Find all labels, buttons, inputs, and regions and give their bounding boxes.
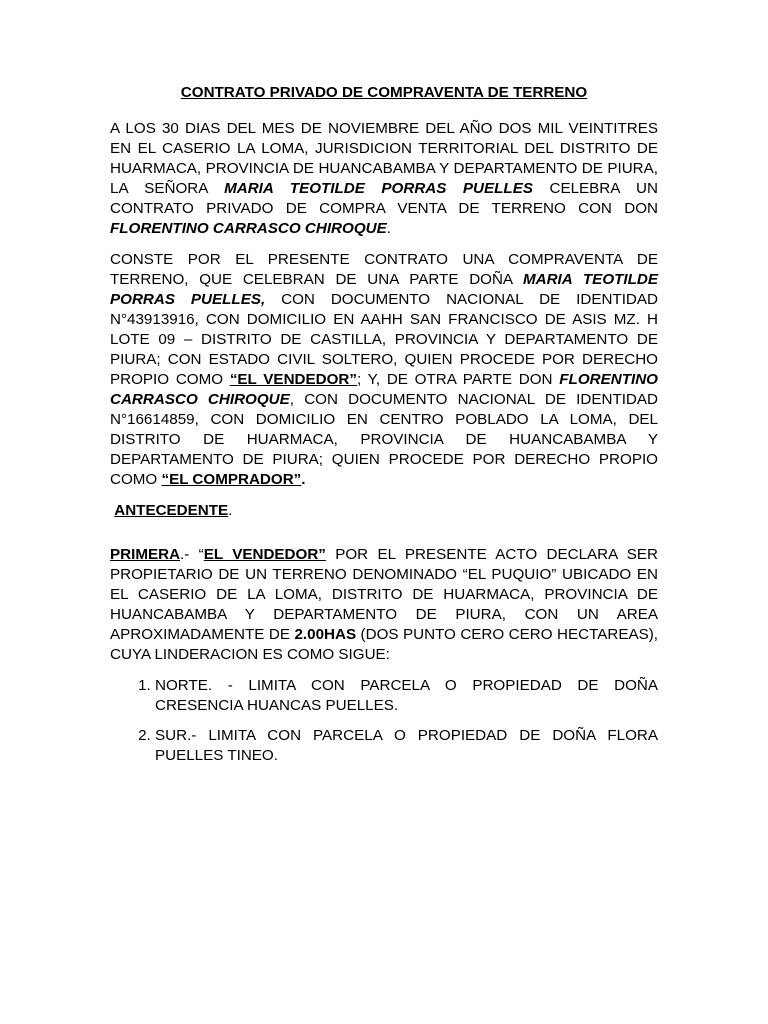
parties-text-5: .	[301, 471, 306, 488]
buyer-name: FLORENTINO CARRASCO CHIROQUE	[110, 220, 387, 237]
primera-text-2: POR EL PRESENTE ACTO DECLARA SER PROPIETARIO DE UN TERRENO DENOMINADO “EL PUQUIO” UBICADO EN EL CASERIO DE LA LOMA, DISTRITO DE HUARMACA, PROVINCIA DE HUANCABAMBA Y DEPARTAMENTO DE PIURA, CON UN AREA APROXIMADAMENTE DE	[110, 546, 658, 643]
buyer-name: FLORENTINO CARRASCO CHIROQUE	[110, 371, 658, 408]
opening-text-2: CELEBRA UN CONTRATO PRIVADO DE COMPRA VENTA DE TERRENO CON DON	[110, 180, 658, 217]
opening-text-1: A LOS 30 DIAS DEL MES DE NOVIEMBRE DEL AÑO DOS MIL VEINTITRES EN EL CASERIO LA LOMA, JURISDICION TERRITORIAL DEL DISTRITO DE HUARMACA, PROVINCIA DE HUANCABAMBA Y DEPARTAMENTO DE PIURA, LA SEÑORA	[110, 120, 658, 197]
primera-clause	[110, 545, 658, 665]
antecedente-suffix: .	[228, 502, 233, 519]
boundaries-list	[110, 676, 658, 766]
buyer-role: “EL COMPRADOR”	[161, 471, 302, 488]
seller-role: “EL VENDEDOR”	[229, 371, 357, 388]
opening-text-3: .	[386, 220, 391, 237]
seller-role: EL VENDEDOR”	[203, 546, 326, 563]
list-item: 1. NORTE. - LIMITA CON PARCELA O PROPIEDAD DE DOÑA CRESENCIA HUANCAS PUELLES.	[155, 676, 658, 716]
primera-text-3: (DOS PUNTO CERO CERO HECTAREAS), CUYA LINDERACION ES COMO SIGUE:	[110, 626, 658, 663]
seller-name: MARIA TEOTILDE PORRAS PUELLES	[224, 180, 533, 197]
primera-text-1: .- “	[180, 546, 204, 563]
parties-text-1: CONSTE POR EL PRESENTE CONTRATO UNA COMPRAVENTA DE TERRENO, QUE CELEBRAN DE UNA PARTE DOÑA	[110, 251, 658, 288]
parties-paragraph	[110, 250, 658, 490]
antecedente-label: ANTECEDENTE	[114, 502, 229, 519]
list-item: 2. SUR.- LIMITA CON PARCELA O PROPIEDAD DE DOÑA FLORA PUELLES TINEO.	[155, 726, 658, 766]
parties-text-4: , CON DOCUMENTO NACIONAL DE IDENTIDAD N°16614859, CON DOMICILIO EN CENTRO POBLADO LA LOMA, DEL DISTRITO DE HUARMACA, PROVINCIA DE HUANCABAMBA Y DEPARTAMENTO DE PIURA; QUIEN PROCEDE POR DERECHO PROPIO COMO	[110, 391, 659, 488]
parties-text-3: ; Y, DE OTRA PARTE DON	[356, 371, 560, 388]
opening-paragraph	[110, 119, 658, 239]
primera-label: PRIMERA	[110, 546, 181, 563]
document-title: CONTRATO PRIVADO DE COMPRAVENTA DE TERRENO	[180, 84, 588, 101]
antecedente-heading	[110, 501, 658, 521]
seller-name: MARIA TEOTILDE PORRAS PUELLES,	[110, 271, 659, 308]
area-value: 2.00HAS	[294, 626, 357, 643]
parties-text-2: CON DOCUMENTO NACIONAL DE IDENTIDAD N°43913916, CON DOMICILIO EN AAHH SAN FRANCISCO DE ASIS MZ. H LOTE 09 – DISTRITO DE CASTILLA, PROVINCIA Y DEPARTAMENTO DE PIURA; CON ESTADO CIVIL SOLTERO, QUIEN PROCEDE POR DERECHO PROPIO COMO	[110, 291, 658, 388]
